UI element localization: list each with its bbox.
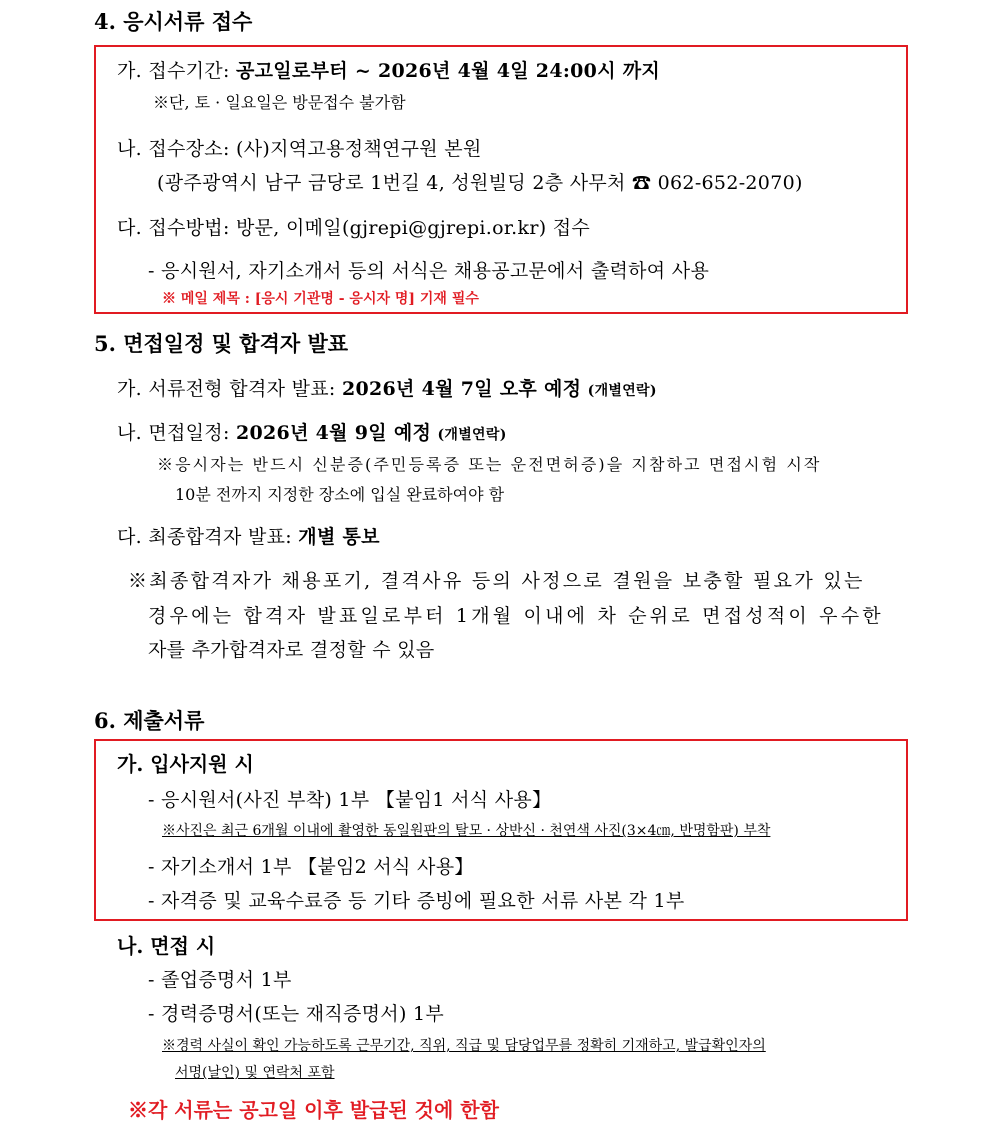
- s5-doc-result-row: [117, 374, 657, 401]
- s5-final-label: 다. 최종합격자 발표:: [117, 526, 299, 548]
- s6-apply-item1-note: ※사진은 최근 6개월 이내에 촬영한 동일원판의 탈모 · 상반신 · 천연색 사진(3×4㎝, 반명함판) 부착: [162, 823, 771, 839]
- s6-interview-item2: - 경력증명서(또는 재직증명서) 1부: [148, 1003, 445, 1025]
- s4-place-label: 나. 접수장소:: [117, 138, 236, 160]
- s4-place-address: (광주광역시 남구 금당로 1번길 4, 성원빌딩 2층 사무처 ☎ 062-652-2070): [157, 172, 803, 194]
- s5-doc-result-label: 가. 서류전형 합격자 발표:: [117, 378, 342, 400]
- s4-place-value: (사)지역고용정책연구원 본원: [236, 138, 482, 160]
- s6-apply-heading: 가. 입사지원 시: [117, 752, 254, 776]
- s6-apply-item3: - 자격증 및 교육수료증 등 기타 증빙에 필요한 서류 사본 각 1부: [148, 890, 685, 912]
- s5-interview-row: [117, 418, 507, 445]
- s4-place-row: [117, 134, 482, 161]
- s5-extra-line3: 자를 추가합격자로 결정할 수 있음: [148, 639, 435, 661]
- section-6-heading: 6. 제출서류: [94, 708, 205, 733]
- s5-extra-line1: ※최종합격자가 채용포기, 결격사유 등의 사정으로 결원을 보충할 필요가 있는: [128, 570, 865, 592]
- s5-interview-note-line1: [157, 452, 897, 475]
- section-4-heading: 4. 응시서류 접수: [94, 9, 253, 34]
- s6-interview-item1: - 졸업증명서 1부: [148, 969, 292, 991]
- s5-extra-line2: 경우에는 합격자 발표일로부터 1개월 이내에 차 순위로 면접성적이 우수한: [148, 605, 884, 627]
- s5-interview-note-text-1: ※응시자는 반드시 신분증(주민등록증 또는 운전면허증)을 지참하고 면접시험 시작: [157, 455, 822, 474]
- s5-doc-result-value: 2026년 4월 7일 오후 예정: [341, 378, 582, 400]
- s6-interview-item2-note-line2: 서명(날인) 및 연락처 포함: [175, 1065, 335, 1081]
- s4-period-note: ※단, 토 · 일요일은 방문접수 불가함: [153, 93, 406, 112]
- s6-final-note: ※각 서류는 공고일 이후 발급된 것에 한함: [128, 1098, 499, 1122]
- s6-apply-item2: - 자기소개서 1부 【붙임2 서식 사용】: [148, 856, 474, 878]
- s4-form-note: - 응시원서, 자기소개서 등의 서식은 채용공고문에서 출력하여 사용: [148, 260, 710, 282]
- s6-interview-heading: 나. 면접 시: [117, 934, 216, 958]
- s5-interview-note-line2: 10분 전까지 지정한 장소에 입실 완료하여야 함: [175, 485, 505, 504]
- s5-interview-label: 나. 면접일정:: [117, 422, 236, 444]
- s5-final-row: [117, 522, 380, 549]
- s5-final-value: 개별 통보: [298, 526, 380, 548]
- s6-apply-item1: - 응시원서(사진 부착) 1부 【붙임1 서식 사용】: [148, 789, 552, 811]
- section-5-heading: 5. 면접일정 및 합격자 발표: [94, 331, 349, 356]
- s6-interview-item2-note-line1: ※경력 사실이 확인 가능하도록 근무기간, 직위, 직급 및 담당업무를 정확히 기재하고, 발급확인자의: [162, 1038, 766, 1054]
- s4-method-row: [117, 213, 590, 240]
- s4-method-value: 방문, 이메일(gjrepi@gjrepi.or.kr) 접수: [236, 217, 591, 239]
- s5-interview-tag: (개별연락): [437, 427, 507, 443]
- s4-period-row: [117, 56, 660, 83]
- s5-doc-result-tag: (개별연락): [587, 383, 657, 399]
- s5-interview-value: 2026년 4월 9일 예정: [236, 422, 432, 444]
- s4-mail-note: ※ 메일 제목 : [응시 기관명 - 응시자 명] 기재 필수: [162, 291, 479, 307]
- s4-method-label: 다. 접수방법:: [117, 217, 236, 239]
- s4-period-label: 가. 접수기간:: [117, 60, 236, 82]
- s4-period-value: 공고일로부터 ~ 2026년 4월 4일 24:00시 까지: [236, 60, 661, 82]
